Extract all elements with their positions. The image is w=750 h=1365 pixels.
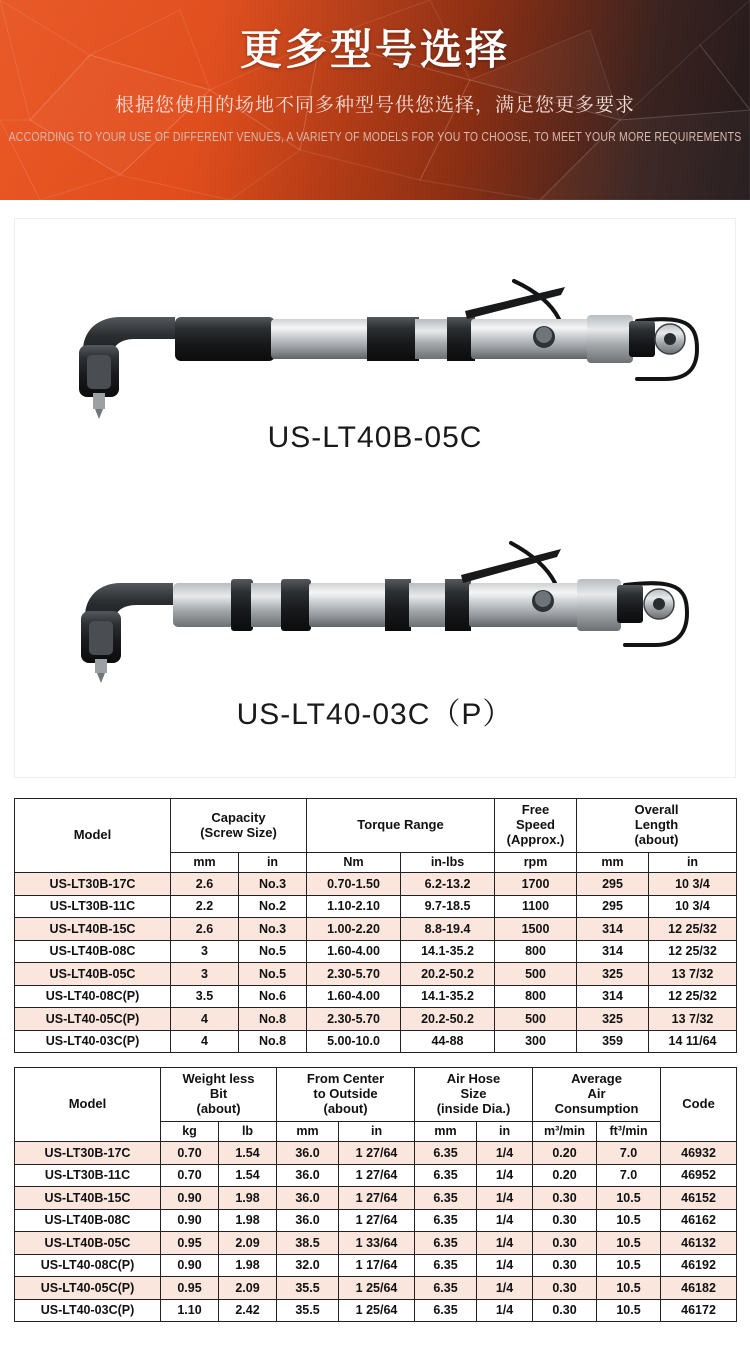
cell-air-m3: 0.30	[533, 1299, 597, 1322]
th-overall-length	[577, 799, 737, 853]
cell-model: US-LT40-05C(P)	[15, 1277, 161, 1300]
table-row	[15, 1299, 737, 1322]
cell-center-in: 1 27/64	[339, 1142, 415, 1165]
cell-center-in: 1 27/64	[339, 1164, 415, 1187]
cell-center-mm: 36.0	[277, 1187, 339, 1210]
cell-weight-lb: 1.54	[219, 1142, 277, 1165]
cell-length-in: 13 7/32	[649, 963, 737, 986]
cell-hose-in: 1/4	[477, 1142, 533, 1165]
cell-air-ft3: 10.5	[597, 1277, 661, 1300]
product-1	[15, 219, 735, 505]
cell-weight-lb: 1.98	[219, 1187, 277, 1210]
angle-screwdriver-illustration-1	[25, 219, 725, 429]
cell-hose-mm: 6.35	[415, 1164, 477, 1187]
cell-air-ft3: 10.5	[597, 1254, 661, 1277]
product-2	[15, 505, 735, 777]
cell-length-mm: 314	[577, 985, 649, 1008]
cell-center-in: 1 25/64	[339, 1277, 415, 1300]
table-row	[15, 873, 737, 896]
cell-code: 46952	[661, 1164, 737, 1187]
th-model: Model	[15, 799, 171, 873]
cell-center-mm: 35.5	[277, 1299, 339, 1322]
cell-model: US-LT30B-11C	[15, 895, 171, 918]
cell-center-mm: 36.0	[277, 1164, 339, 1187]
cell-weight-lb: 2.42	[219, 1299, 277, 1322]
page-title: 更多型号选择	[239, 26, 510, 73]
th-capacity-line1: Capacity	[211, 809, 266, 825]
cell-weight-kg: 0.95	[161, 1277, 219, 1300]
cell-speed-rpm: 500	[495, 963, 577, 986]
th-hose-line1: Air Hose	[446, 1071, 501, 1087]
cell-air-ft3: 10.5	[597, 1209, 661, 1232]
cell-center-mm: 36.0	[277, 1209, 339, 1232]
th-weight-less-bit	[161, 1068, 277, 1122]
cell-center-mm: 36.0	[277, 1142, 339, 1165]
cell-torque-nm: 2.30-5.70	[307, 1008, 401, 1031]
unit-length-mm: mm	[577, 853, 649, 873]
cell-hose-in: 1/4	[477, 1187, 533, 1210]
cell-model: US-LT40-03C(P)	[15, 1299, 161, 1322]
th-free-speed-line2: Speed	[515, 817, 555, 833]
cell-capacity-in: No.5	[239, 963, 307, 986]
product-gallery	[0, 200, 750, 792]
cell-capacity-in: No.3	[239, 873, 307, 896]
cell-air-m3: 0.30	[533, 1254, 597, 1277]
cell-hose-in: 1/4	[477, 1164, 533, 1187]
th-air-consumption	[533, 1068, 661, 1122]
th-air-hose-size	[415, 1068, 533, 1122]
cell-air-ft3: 7.0	[597, 1142, 661, 1165]
cell-model: US-LT40B-15C	[15, 918, 171, 941]
cell-capacity-mm: 3	[171, 963, 239, 986]
cell-length-mm: 314	[577, 940, 649, 963]
table-row	[15, 985, 737, 1008]
th-free-speed-line3: (Approx.)	[506, 831, 565, 847]
cell-capacity-mm: 4	[171, 1030, 239, 1053]
cell-center-mm: 35.5	[277, 1277, 339, 1300]
cell-air-ft3: 10.5	[597, 1187, 661, 1210]
cell-air-ft3: 10.5	[597, 1232, 661, 1255]
th-weight-line3: (about)	[196, 1100, 241, 1116]
th-air-line3: Consumption	[554, 1100, 639, 1116]
table-row	[15, 1142, 737, 1165]
th-overall-length-line1: Overall	[634, 802, 679, 818]
th-overall-length-line2: Length	[634, 817, 679, 833]
cell-length-in: 13 7/32	[649, 1008, 737, 1031]
cell-torque-inlbs: 44-88	[401, 1030, 495, 1053]
cell-air-m3: 0.30	[533, 1187, 597, 1210]
cell-model: US-LT40-08C(P)	[15, 1254, 161, 1277]
th-capacity	[171, 799, 307, 853]
cell-capacity-in: No.6	[239, 985, 307, 1008]
unit-capacity-mm: mm	[171, 853, 239, 873]
table-row	[15, 940, 737, 963]
cell-torque-inlbs: 20.2-50.2	[401, 963, 495, 986]
unit-speed-rpm: rpm	[495, 853, 577, 873]
cell-air-m3: 0.30	[533, 1209, 597, 1232]
th-center-line2: to Outside	[313, 1086, 378, 1102]
cell-hose-mm: 6.35	[415, 1254, 477, 1277]
th-free-speed-line1: Free	[521, 802, 550, 818]
angle-screwdriver-illustration-2	[25, 505, 725, 695]
cell-length-in: 14 11/64	[649, 1030, 737, 1053]
cell-weight-kg: 0.70	[161, 1164, 219, 1187]
cell-weight-kg: 1.10	[161, 1299, 219, 1322]
table-row	[15, 963, 737, 986]
cell-speed-rpm: 1700	[495, 873, 577, 896]
th-torque-range: Torque Range	[307, 799, 495, 853]
product-2-caption: US-LT40-03C（P）	[236, 698, 514, 731]
cell-speed-rpm: 500	[495, 1008, 577, 1031]
table-row	[15, 1277, 737, 1300]
cell-code: 46162	[661, 1209, 737, 1232]
cell-torque-inlbs: 14.1-35.2	[401, 985, 495, 1008]
cell-capacity-mm: 3	[171, 940, 239, 963]
unit-center-mm: mm	[277, 1122, 339, 1142]
unit-hose-in: in	[477, 1122, 533, 1142]
cell-torque-inlbs: 9.7-18.5	[401, 895, 495, 918]
page-subtitle: 根据您使用的场地不同多种型号供您选择，满足您更多要求	[114, 95, 635, 117]
cell-hose-in: 1/4	[477, 1277, 533, 1300]
cell-weight-kg: 0.90	[161, 1187, 219, 1210]
cell-length-mm: 295	[577, 895, 649, 918]
cell-speed-rpm: 800	[495, 940, 577, 963]
cell-model: US-LT30B-11C	[15, 1164, 161, 1187]
cell-model: US-LT40B-05C	[15, 963, 171, 986]
th-model: Model	[15, 1068, 161, 1142]
spec-table-physical	[14, 1067, 737, 1322]
cell-model: US-LT40-03C(P)	[15, 1030, 171, 1053]
cell-length-in: 12 25/32	[649, 918, 737, 941]
cell-capacity-in: No.8	[239, 1008, 307, 1031]
th-center-line1: From Center	[306, 1071, 385, 1087]
cell-hose-mm: 6.35	[415, 1277, 477, 1300]
table-row	[15, 1164, 737, 1187]
cell-hose-in: 1/4	[477, 1254, 533, 1277]
cell-capacity-mm: 2.6	[171, 918, 239, 941]
cell-air-m3: 0.20	[533, 1142, 597, 1165]
cell-model: US-LT40B-08C	[15, 940, 171, 963]
cell-speed-rpm: 300	[495, 1030, 577, 1053]
cell-length-in: 12 25/32	[649, 940, 737, 963]
cell-air-m3: 0.20	[533, 1164, 597, 1187]
cell-hose-in: 1/4	[477, 1209, 533, 1232]
cell-capacity-mm: 2.6	[171, 873, 239, 896]
cell-weight-lb: 1.98	[219, 1209, 277, 1232]
table-row	[15, 1008, 737, 1031]
cell-weight-kg: 0.95	[161, 1232, 219, 1255]
cell-speed-rpm: 1100	[495, 895, 577, 918]
cell-model: US-LT30B-17C	[15, 873, 171, 896]
cell-capacity-mm: 4	[171, 1008, 239, 1031]
cell-capacity-mm: 3.5	[171, 985, 239, 1008]
cell-code: 46182	[661, 1277, 737, 1300]
table-row	[15, 918, 737, 941]
spec-tables	[0, 792, 750, 1332]
table-row	[15, 1254, 737, 1277]
cell-capacity-in: No.3	[239, 918, 307, 941]
cell-length-mm: 314	[577, 918, 649, 941]
cell-length-in: 10 3/4	[649, 895, 737, 918]
cell-code: 46172	[661, 1299, 737, 1322]
cell-torque-nm: 5.00-10.0	[307, 1030, 401, 1053]
cell-model: US-LT40-08C(P)	[15, 985, 171, 1008]
product-1-caption: US-LT40B-05C	[267, 421, 483, 454]
spec-table-performance	[14, 798, 737, 1053]
cell-length-mm: 295	[577, 873, 649, 896]
cell-air-m3: 0.30	[533, 1232, 597, 1255]
cell-torque-nm: 1.60-4.00	[307, 940, 401, 963]
cell-weight-lb: 1.98	[219, 1254, 277, 1277]
cell-center-in: 1 25/64	[339, 1299, 415, 1322]
th-free-speed	[495, 799, 577, 853]
unit-length-in: in	[649, 853, 737, 873]
cell-weight-lb: 1.54	[219, 1164, 277, 1187]
cell-code: 46192	[661, 1254, 737, 1277]
th-hose-line3: (inside Dia.)	[436, 1100, 511, 1116]
unit-hose-mm: mm	[415, 1122, 477, 1142]
unit-air-m3min: m³/min	[533, 1122, 597, 1142]
unit-center-in: in	[339, 1122, 415, 1142]
cell-torque-nm: 0.70-1.50	[307, 873, 401, 896]
cell-capacity-mm: 2.2	[171, 895, 239, 918]
th-hose-line2: Size	[460, 1086, 487, 1102]
cell-capacity-in: No.2	[239, 895, 307, 918]
cell-model: US-LT40B-05C	[15, 1232, 161, 1255]
unit-weight-lb: lb	[219, 1122, 277, 1142]
cell-center-mm: 38.5	[277, 1232, 339, 1255]
cell-torque-nm: 1.00-2.20	[307, 918, 401, 941]
cell-length-mm: 325	[577, 963, 649, 986]
table-row	[15, 1187, 737, 1210]
cell-code: 46152	[661, 1187, 737, 1210]
cell-torque-inlbs: 20.2-50.2	[401, 1008, 495, 1031]
cell-weight-kg: 0.70	[161, 1142, 219, 1165]
unit-torque-inlbs: in-lbs	[401, 853, 495, 873]
th-air-line1: Average	[571, 1071, 622, 1087]
table-row	[15, 1209, 737, 1232]
cell-hose-mm: 6.35	[415, 1187, 477, 1210]
cell-hose-mm: 6.35	[415, 1299, 477, 1322]
cell-torque-inlbs: 6.2-13.2	[401, 873, 495, 896]
cell-hose-in: 1/4	[477, 1299, 533, 1322]
page-header	[0, 0, 750, 200]
cell-speed-rpm: 800	[495, 985, 577, 1008]
cell-length-mm: 325	[577, 1008, 649, 1031]
cell-weight-kg: 0.90	[161, 1209, 219, 1232]
th-air-line2: Air	[587, 1086, 606, 1102]
table-row	[15, 1232, 737, 1255]
unit-weight-kg: kg	[161, 1122, 219, 1142]
table-row	[15, 1030, 737, 1053]
cell-hose-mm: 6.35	[415, 1232, 477, 1255]
cell-code: 46932	[661, 1142, 737, 1165]
cell-center-in: 1 27/64	[339, 1209, 415, 1232]
cell-torque-nm: 1.60-4.00	[307, 985, 401, 1008]
cell-center-mm: 32.0	[277, 1254, 339, 1277]
page-subtitle-english: ACCORDING TO YOUR USE OF DIFFERENT VENUES, A VARIETY OF MODELS FOR YOU TO CHOOSE, TO MEET YOUR MORE REQUIREMENTS	[8, 129, 742, 145]
cell-model: US-LT40-05C(P)	[15, 1008, 171, 1031]
cell-model: US-LT40B-08C	[15, 1209, 161, 1232]
cell-capacity-in: No.8	[239, 1030, 307, 1053]
th-capacity-line2: (Screw Size)	[200, 824, 277, 840]
cell-hose-mm: 6.35	[415, 1142, 477, 1165]
cell-center-in: 1 33/64	[339, 1232, 415, 1255]
cell-speed-rpm: 1500	[495, 918, 577, 941]
cell-weight-lb: 2.09	[219, 1277, 277, 1300]
cell-model: US-LT30B-17C	[15, 1142, 161, 1165]
cell-weight-kg: 0.90	[161, 1254, 219, 1277]
cell-torque-inlbs: 8.8-19.4	[401, 918, 495, 941]
cell-capacity-in: No.5	[239, 940, 307, 963]
cell-code: 46132	[661, 1232, 737, 1255]
cell-length-mm: 359	[577, 1030, 649, 1053]
cell-air-ft3: 10.5	[597, 1299, 661, 1322]
cell-torque-nm: 2.30-5.70	[307, 963, 401, 986]
cell-hose-mm: 6.35	[415, 1209, 477, 1232]
cell-air-m3: 0.30	[533, 1277, 597, 1300]
unit-capacity-in: in	[239, 853, 307, 873]
cell-length-in: 12 25/32	[649, 985, 737, 1008]
th-center-line3: (about)	[323, 1100, 368, 1116]
cell-torque-nm: 1.10-2.10	[307, 895, 401, 918]
th-code: Code	[661, 1068, 737, 1142]
unit-air-ft3min: ft³/min	[597, 1122, 661, 1142]
unit-torque-nm: Nm	[307, 853, 401, 873]
th-overall-length-line3: (about)	[634, 831, 679, 847]
th-weight-line2: Bit	[209, 1086, 228, 1102]
th-weight-line1: Weight less	[182, 1071, 255, 1087]
cell-length-in: 10 3/4	[649, 873, 737, 896]
cell-center-in: 1 27/64	[339, 1187, 415, 1210]
th-center-to-outside	[277, 1068, 415, 1122]
cell-air-ft3: 7.0	[597, 1164, 661, 1187]
cell-model: US-LT40B-15C	[15, 1187, 161, 1210]
cell-center-in: 1 17/64	[339, 1254, 415, 1277]
table-row	[15, 895, 737, 918]
cell-torque-inlbs: 14.1-35.2	[401, 940, 495, 963]
cell-weight-lb: 2.09	[219, 1232, 277, 1255]
cell-hose-in: 1/4	[477, 1232, 533, 1255]
